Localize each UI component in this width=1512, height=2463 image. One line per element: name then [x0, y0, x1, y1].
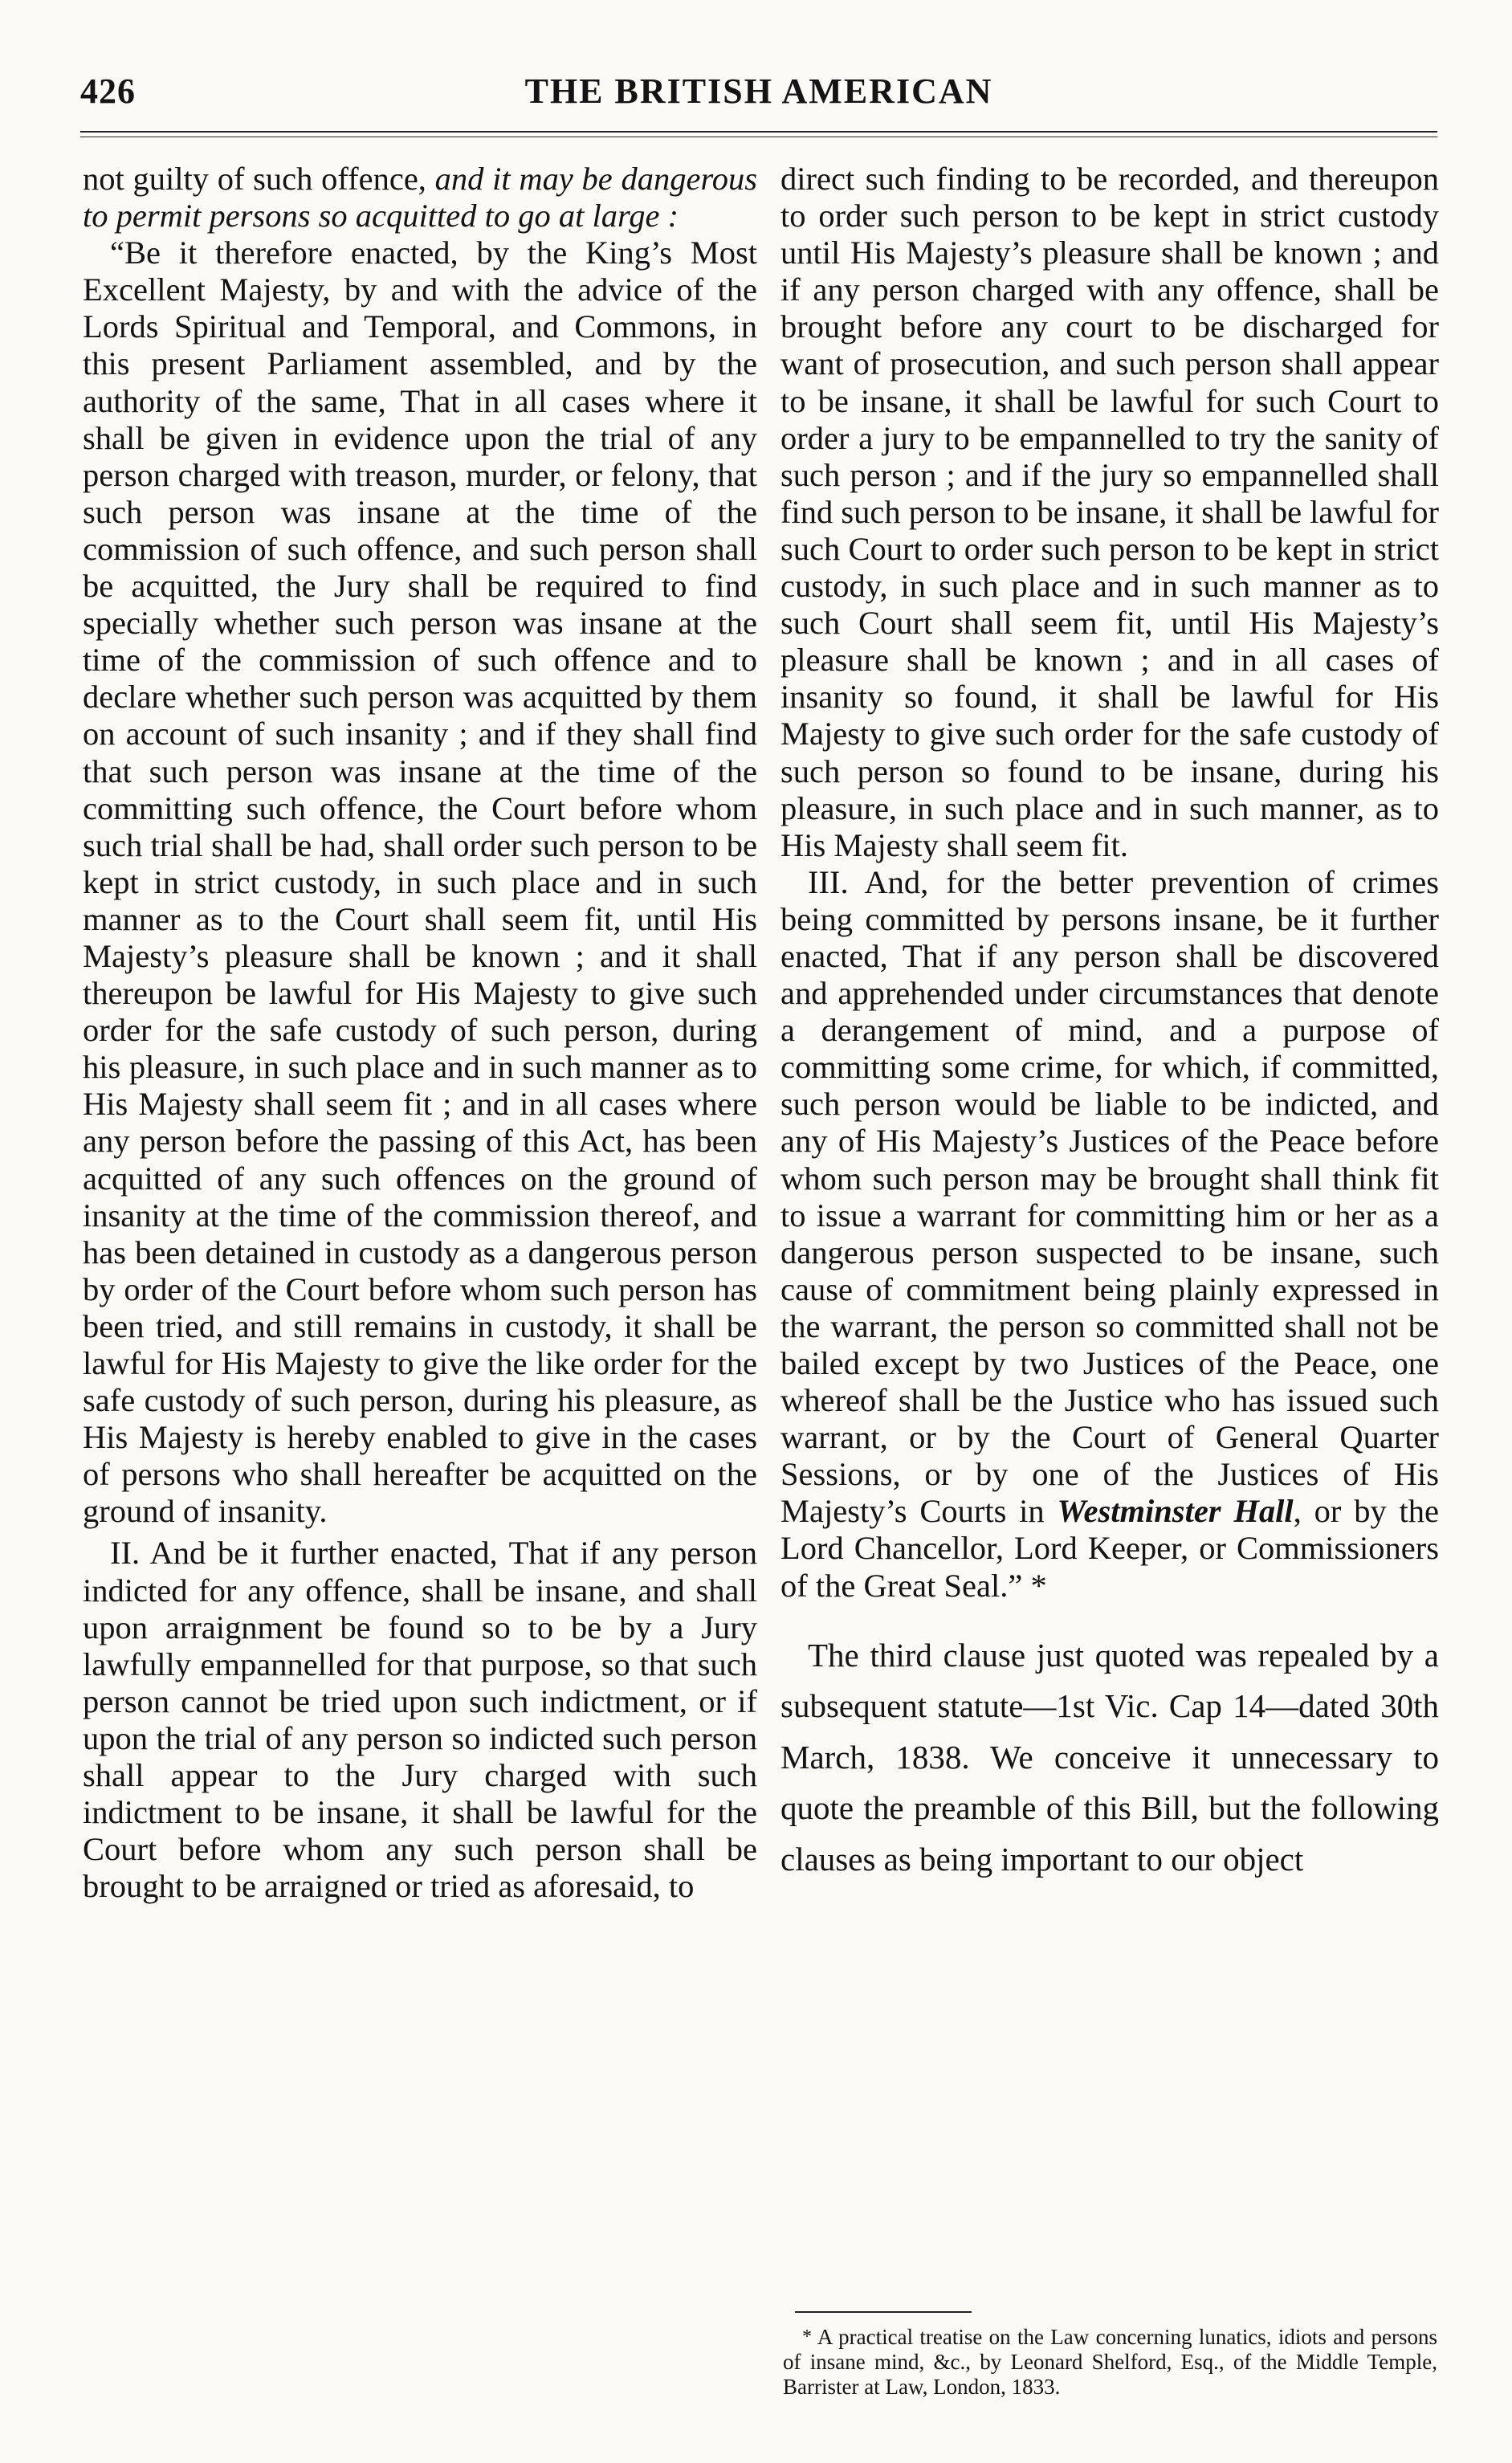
page-number: 426 [80, 71, 136, 111]
footnote-rule [795, 2311, 972, 2313]
right-paragraph-1: direct such finding to be recorded, and thereupon to order such person to be kept in strict custody until His Majesty’s pleasure shall be known ; and if any person charged with any offence, shall be brought before any court to be discharged for want of prosecution, and such person shall appear to be insane, it shall be lawful for such Court to order a jury to be empannelled to try the sanity of such person ; and if the jury so empannelled shall find such person to be insane, it shall be lawful for such Court to order such person to be kept in strict custody, in such place and in such manner as to such Court shall seem fit, until His Majesty’s pleasure shall be known ; and in all cases of insanity so found, it shall be lawful for His Majesty to give such order for the safe custody of such person so found to be insane, during his pleasure, in such place and in such manner, as to His Majesty shall seem fit. [780, 161, 1439, 863]
page-header [80, 71, 1437, 127]
right-column [780, 161, 1439, 1885]
right-paragraph-2-text: III. And, for the better prevention of crimes being committed by persons insane, be it further enacted, That if any person shall be discovered and apprehended under circumstances that denote a derangement of mind, and a purpose of committing some crime, for which, if committed, such person would be liable to be indicted, and any of His Majesty’s Justices of the Peace before whom such person may be brought shall think fit to issue a warrant for committing him or her as a dangerous person suspected to be insane, such cause of commitment being plainly expressed in the warrant, the person so committed shall not be bailed except by two Justices of the Peace, one whereof shall be the Justice who has issued such warrant, or by the Court of General Quarter Sessions, or by one of the Justices of His Majesty’s Courts in [780, 863, 1439, 1530]
header-rule [80, 131, 1437, 137]
left-paragraph-1-text: not guilty of such offence, [83, 161, 435, 197]
left-paragraph-2: “Be it therefore enacted, by the King’s Most Excellent Majesty, by and with the advice of the Lords Spiritual and Temporal, and Commons, in this present Parliament assembled, and by the authority of the same, That in all cases where it shall be given in evidence upon the trial of any person charged with treason, murder, or felony, that such person was insane at the time of the commission of such offence, and such person shall be acquitted, the Jury shall be required to find specially whether such person was insane at the time of the commission of such offence and to declare whether such person was acquitted by them on account of such insanity ; and if they shall find that such person was insane at the time of the committing such offence, the Court before whom such trial shall be had, shall order such person to be kept in strict custody, in such place and in such manner as to the Court shall seem fit, until His Majesty’s pleasure shall be known ; and it shall thereupon be lawful for His Majesty to give such order for the safe custody of such person, during his pleasure, in such place and in such manner as to His Majesty shall seem fit ; and in all cases where any person before the passing of this Act, has been acquitted of any such offences on the ground of insanity at the time of the commission thereof, and has been detained in custody as a dangerous person by order of the Court before whom such person has been tried, and still remains in custody, it shall be lawful for His Majesty to give the like order for the safe custody of such person, during his pleasure, as His Majesty is hereby enabled to give in the cases of persons who shall hereafter be acquitted on the ground of insanity. [83, 234, 757, 1530]
right-paragraph-2-end: , or by the Lord Chancellor, Lord Keeper, or Commissioners of the Great Seal.” * [780, 1493, 1440, 1604]
footnote-text: A practical treatise on the Law concerning lunatics, idiots and persons of insane mind, &c., by Leonard Shelford, Esq., of the Middle Temple, Barrister at Law, London, 1833. [783, 2325, 1437, 2399]
left-paragraph-1 [83, 161, 757, 234]
left-paragraph-1-italic: and it may be dangerous to permit persons so acquitted to go at large : [83, 161, 758, 234]
right-paragraph-3: The third clause just quoted was repealed by a subsequent statute—1st Vic. Cap 14—dated 30th March, 1838. We conceive it unnecessary to quote the preamble of this Bill, but the following clauses as being important to our object [780, 1636, 1439, 1878]
running-title: THE BRITISH AMERICAN [524, 71, 993, 111]
right-paragraph-2 [780, 864, 1439, 1605]
footnote-marker: * [802, 2326, 812, 2347]
footnote [783, 2325, 1437, 2400]
left-column [83, 161, 757, 1905]
left-paragraph-3: II. And be it further enacted, That if any person indicted for any offence, shall be insane, and shall upon arraignment be found so to be by a Jury lawfully empannelled for that purpose, so that such person cannot be tried upon such indictment, or if upon the trial of any person so indicted such person shall appear to the Jury charged with such indictment to be insane, it shall be lawful for the Court before whom any such person shall be brought to be arraigned or tried as aforesaid, to [83, 1535, 757, 1905]
right-paragraph-2-italic: Westminster Hall [1057, 1493, 1294, 1530]
